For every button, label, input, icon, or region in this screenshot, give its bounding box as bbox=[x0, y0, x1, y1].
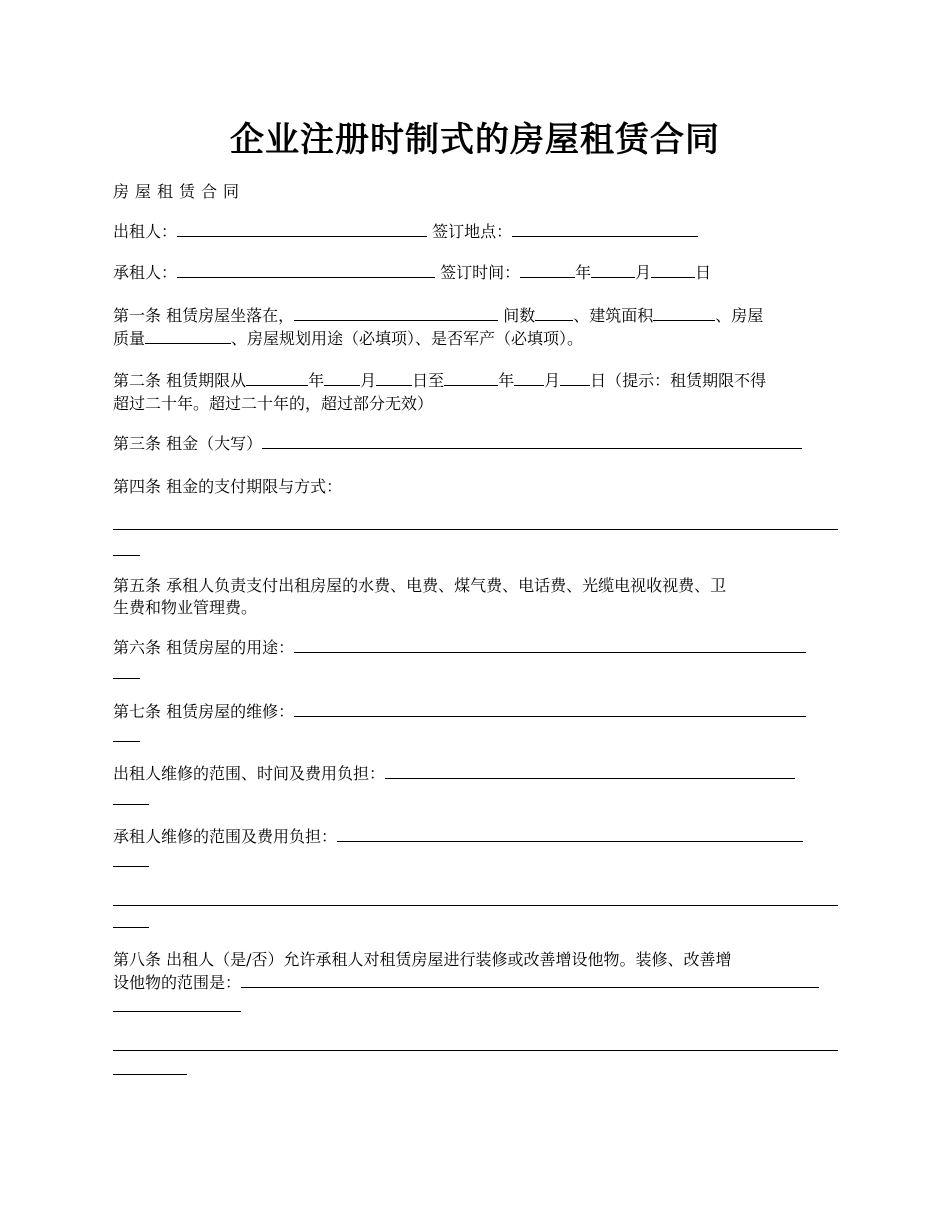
rooms-blank[interactable] bbox=[535, 304, 573, 321]
article-7-line bbox=[113, 700, 838, 724]
signing-place-label: 签订地点： bbox=[432, 222, 513, 241]
year-blank[interactable] bbox=[520, 261, 575, 278]
signing-time-label: 签订时间： bbox=[440, 263, 521, 282]
article-6-label: 第六条 租赁房屋的用途： bbox=[113, 638, 295, 657]
lessee-repair-line bbox=[113, 825, 838, 849]
area-label: 、建筑面积 bbox=[573, 306, 654, 325]
lessee-blank[interactable] bbox=[177, 261, 435, 278]
month-blank[interactable] bbox=[591, 261, 635, 278]
year-text: 年 bbox=[575, 263, 592, 282]
article-3-line bbox=[113, 432, 838, 456]
article-8-line-1: 第八条 出租人（是/否）允许承租人对租赁房屋进行装修或改善增设他物。装修、改善增 bbox=[113, 950, 732, 969]
article-5-line-1: 第五条 承租人负责支付出租房屋的水费、电费、煤气费、电话费、光缆电视收视费、卫 bbox=[113, 576, 727, 595]
article-8-line-2 bbox=[113, 971, 838, 995]
start-day-text: 日至 bbox=[412, 371, 445, 390]
article-2-line-1 bbox=[113, 369, 838, 393]
end-day-blank[interactable] bbox=[560, 369, 590, 386]
article-6-stub bbox=[113, 660, 838, 679]
quality-prefix: 、房屋 bbox=[715, 306, 764, 325]
article-1-prefix: 第一条 租赁房屋坐落在， bbox=[113, 306, 295, 325]
lessee-repair-label: 承租人维修的范围及费用负担： bbox=[113, 827, 338, 846]
location-blank[interactable] bbox=[294, 304, 498, 321]
lessor-repair-blank[interactable] bbox=[385, 762, 795, 779]
rent-blank[interactable] bbox=[262, 432, 802, 449]
start-day-blank[interactable] bbox=[376, 369, 412, 386]
renovation-blank[interactable] bbox=[241, 971, 819, 988]
lessor-repair-stub bbox=[113, 786, 838, 805]
document-title: 企业注册时制式的房屋租赁合同 bbox=[230, 120, 720, 160]
lessee-repair-blank[interactable] bbox=[337, 825, 803, 842]
contract-subtitle: 房屋租赁合同 bbox=[113, 182, 246, 201]
maintenance-blank[interactable] bbox=[294, 700, 806, 717]
end-month-blank[interactable] bbox=[514, 369, 544, 386]
article-8-label: 设他物的范围是： bbox=[113, 973, 242, 992]
day-blank[interactable] bbox=[651, 261, 695, 278]
lessor-blank[interactable] bbox=[177, 220, 427, 237]
article-2-prefix: 第二条 租赁期限从 bbox=[113, 371, 247, 390]
month-text: 月 bbox=[635, 263, 652, 282]
start-year-blank[interactable] bbox=[246, 369, 308, 386]
lessor-repair-line bbox=[113, 762, 838, 786]
article-7-label: 第七条 租赁房屋的维修： bbox=[113, 702, 295, 721]
lessee-line bbox=[113, 261, 838, 285]
end-month-text: 月 bbox=[544, 371, 561, 390]
lessor-repair-label: 出租人维修的范围、时间及费用负担： bbox=[113, 764, 386, 783]
article-6-line bbox=[113, 636, 838, 660]
article-8-stub bbox=[113, 994, 838, 1012]
lessor-line bbox=[113, 220, 838, 244]
lessee-label: 承租人： bbox=[113, 263, 178, 282]
lessee-repair-stub bbox=[113, 848, 838, 867]
quality-blank[interactable] bbox=[145, 327, 231, 344]
use-blank[interactable] bbox=[294, 636, 806, 653]
start-year-text: 年 bbox=[308, 371, 325, 390]
start-month-blank[interactable] bbox=[324, 369, 360, 386]
article-3-label: 第三条 租金（大写） bbox=[113, 434, 263, 453]
article-4-blank[interactable] bbox=[113, 505, 838, 556]
article-1-line-1 bbox=[113, 304, 838, 328]
signing-place-blank[interactable] bbox=[512, 220, 698, 237]
article-2-line-2: 超过二十年。超过二十年的，超过部分无效） bbox=[113, 394, 434, 413]
area-blank[interactable] bbox=[653, 304, 715, 321]
article-1-line-2 bbox=[113, 327, 838, 351]
article-7-stub bbox=[113, 723, 838, 742]
article-4-label: 第四条 租金的支付期限与方式： bbox=[113, 477, 343, 496]
final-blank[interactable] bbox=[113, 1026, 838, 1075]
article-2-note: 日（提示：租赁期限不得 bbox=[590, 371, 767, 390]
day-text: 日 bbox=[695, 263, 712, 282]
rooms-label: 间数 bbox=[503, 306, 536, 325]
extra-blank[interactable] bbox=[113, 880, 838, 928]
end-year-text: 年 bbox=[498, 371, 515, 390]
start-month-text: 月 bbox=[360, 371, 377, 390]
article-5-line-2: 生费和物业管理费。 bbox=[113, 598, 258, 617]
article-1-rest: 、房屋规划用途（必填项）、是否军产（必填项）。 bbox=[231, 329, 584, 348]
lessor-label: 出租人： bbox=[113, 222, 178, 241]
quality-label: 质量 bbox=[113, 329, 146, 348]
end-year-blank[interactable] bbox=[444, 369, 498, 386]
